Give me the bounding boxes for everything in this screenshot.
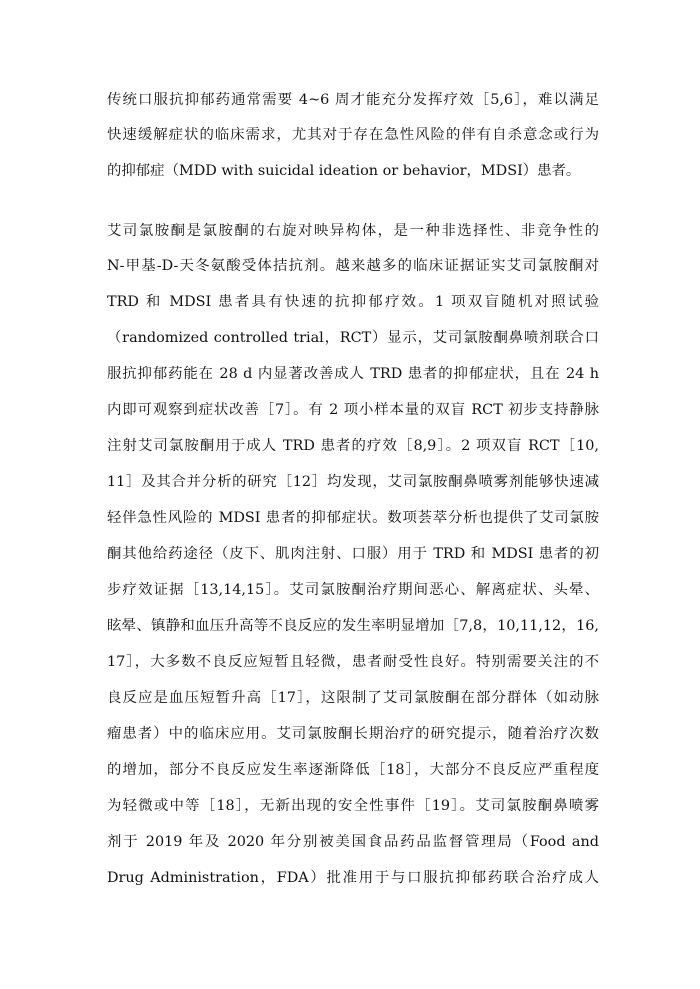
text-line: 酮其他给药途径（皮下、肌肉注射、口服）用于 TRD 和 MDSI 患者的初 (107, 546, 599, 562)
text-line: 为轻微或中等［18］，无新出现的安全性事件［19］。艾司氯胺酮鼻喷雾 (107, 798, 599, 814)
text-line: 服抗抑郁药能在 28 d 内显著改善成人 TRD 患者的抑郁症状，且在 24 h (107, 366, 599, 382)
text-line: 眩晕、镇静和血压升高等不良反应的发生率明显增加［7,8，10,11,12，16, (107, 618, 599, 634)
text-line: TRD 和 MDSI 患者具有快速的抗抑郁疗效。1 项双盲随机对照试验 (107, 294, 599, 310)
text-line: 的增加，部分不良反应发生率逐渐降低［18］，大部分不良反应严重程度 (107, 762, 599, 778)
text-line: 剂于 2019 年及 2020 年分别被美国食品药品监督管理局（Food and (107, 834, 599, 850)
text-line: 快速缓解症状的临床需求，尤其对于存在急性风险的伴有自杀意念或行为 (107, 127, 599, 143)
text-line: 良反应是血压短暂升高［17］，这限制了艾司氯胺酮在部分群体（如动脉 (107, 690, 599, 706)
text-line: 艾司氯胺酮是氯胺酮的右旋对映异构体，是一种非选择性、非竞争性的 (107, 223, 599, 239)
text-line: 内即可观察到症状改善［7］。有 2 项小样本量的双盲 RCT 初步支持静脉 (107, 402, 599, 418)
text-line: 注射艾司氯胺酮用于成人 TRD 患者的疗效［8,9］。2 项双盲 RCT［10, (107, 438, 599, 454)
text-line: 轻伴急性风险的 MDSI 患者的抑郁症状。数项荟萃分析也提供了艾司氯胺 (107, 510, 599, 526)
text-line: 17］，大多数不良反应短暂且轻微，患者耐受性良好。特别需要关注的不 (107, 654, 599, 670)
text-line: 瘤患者）中的临床应用。艾司氯胺酮长期治疗的研究提示，随着治疗次数 (107, 726, 599, 742)
text-line: Drug Administration，FDA）批准用于与口服抗抑郁药联合治疗成人 (107, 870, 599, 886)
text-line: （randomized controlled trial，RCT）显示，艾司氯胺酮鼻喷剂联合口 (107, 330, 599, 346)
text-line: 步疗效证据［13,14,15］。艾司氯胺酮治疗期间恶心、解离症状、头晕、 (107, 582, 599, 598)
text-line: 的抑郁症（MDD with suicidal ideation or behavior，MDSI）患者。 (107, 163, 581, 179)
text-line: 传统口服抗抑郁药通常需要 4~6 周才能充分发挥疗效［5,6］，难以满足 (107, 92, 599, 108)
text-line: 11］及其合并分析的研究［12］均发现，艾司氯胺酮鼻喷雾剂能够快速减 (107, 474, 599, 490)
text-line: N-甲基-D-天冬氨酸受体拮抗剂。越来越多的临床证据证实艾司氯胺酮对 (107, 258, 599, 274)
